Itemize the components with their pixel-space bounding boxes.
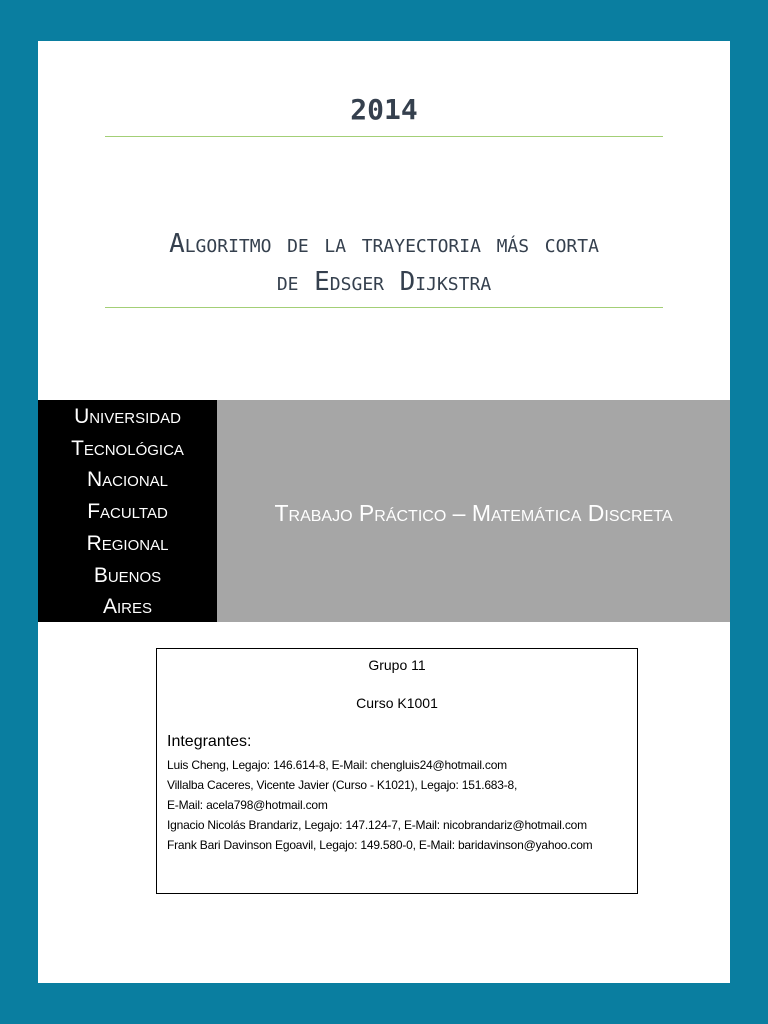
- members-list: [167, 755, 592, 855]
- title-divider: [105, 307, 663, 308]
- subject-block: [217, 400, 730, 622]
- cover-year: 2014: [350, 93, 418, 126]
- institution-block: [38, 400, 217, 622]
- title-line-1: Algoritmo de la trayectoria más corta: [169, 229, 599, 259]
- institution-line: Regional: [86, 531, 169, 555]
- list-item: Frank Bari Davinson Egoavil, Legajo: 149.580-0, E-Mail: baridavinson@yahoo.com: [167, 838, 593, 852]
- course-code: Curso K1001: [356, 695, 438, 711]
- title-line-2: de Edsger Dijkstra: [276, 267, 492, 297]
- list-item: E-Mail: acela798@hotmail.com: [167, 798, 328, 812]
- top-divider: [105, 136, 663, 137]
- list-item: Villalba Caceres, Vicente Javier (Curso - K1021), Legajo: 151.683-8,: [167, 778, 518, 792]
- institution-line: Buenos: [93, 563, 162, 587]
- group-number: Grupo 11: [368, 657, 426, 673]
- institution-line: Nacional: [86, 468, 169, 492]
- cover-page: [38, 41, 730, 983]
- members-heading: Integrantes:: [167, 733, 252, 750]
- institution-line: Aires: [102, 595, 153, 619]
- institution-line: Universidad: [74, 405, 181, 428]
- institution-line: Facultad: [87, 500, 168, 524]
- list-item: Ignacio Nicolás Brandariz, Legajo: 147.124-7, E-Mail: nicobrandariz@hotmail.com: [167, 818, 587, 832]
- group-info-box: [156, 648, 638, 894]
- list-item: Luis Cheng, Legajo: 146.614-8, E-Mail: chengluis24@hotmail.com: [167, 758, 507, 772]
- institution-line: Tecnológica: [71, 436, 184, 460]
- subject-title: Trabajo Práctico – Matemática Discreta: [274, 499, 673, 526]
- document-title: [58, 225, 710, 301]
